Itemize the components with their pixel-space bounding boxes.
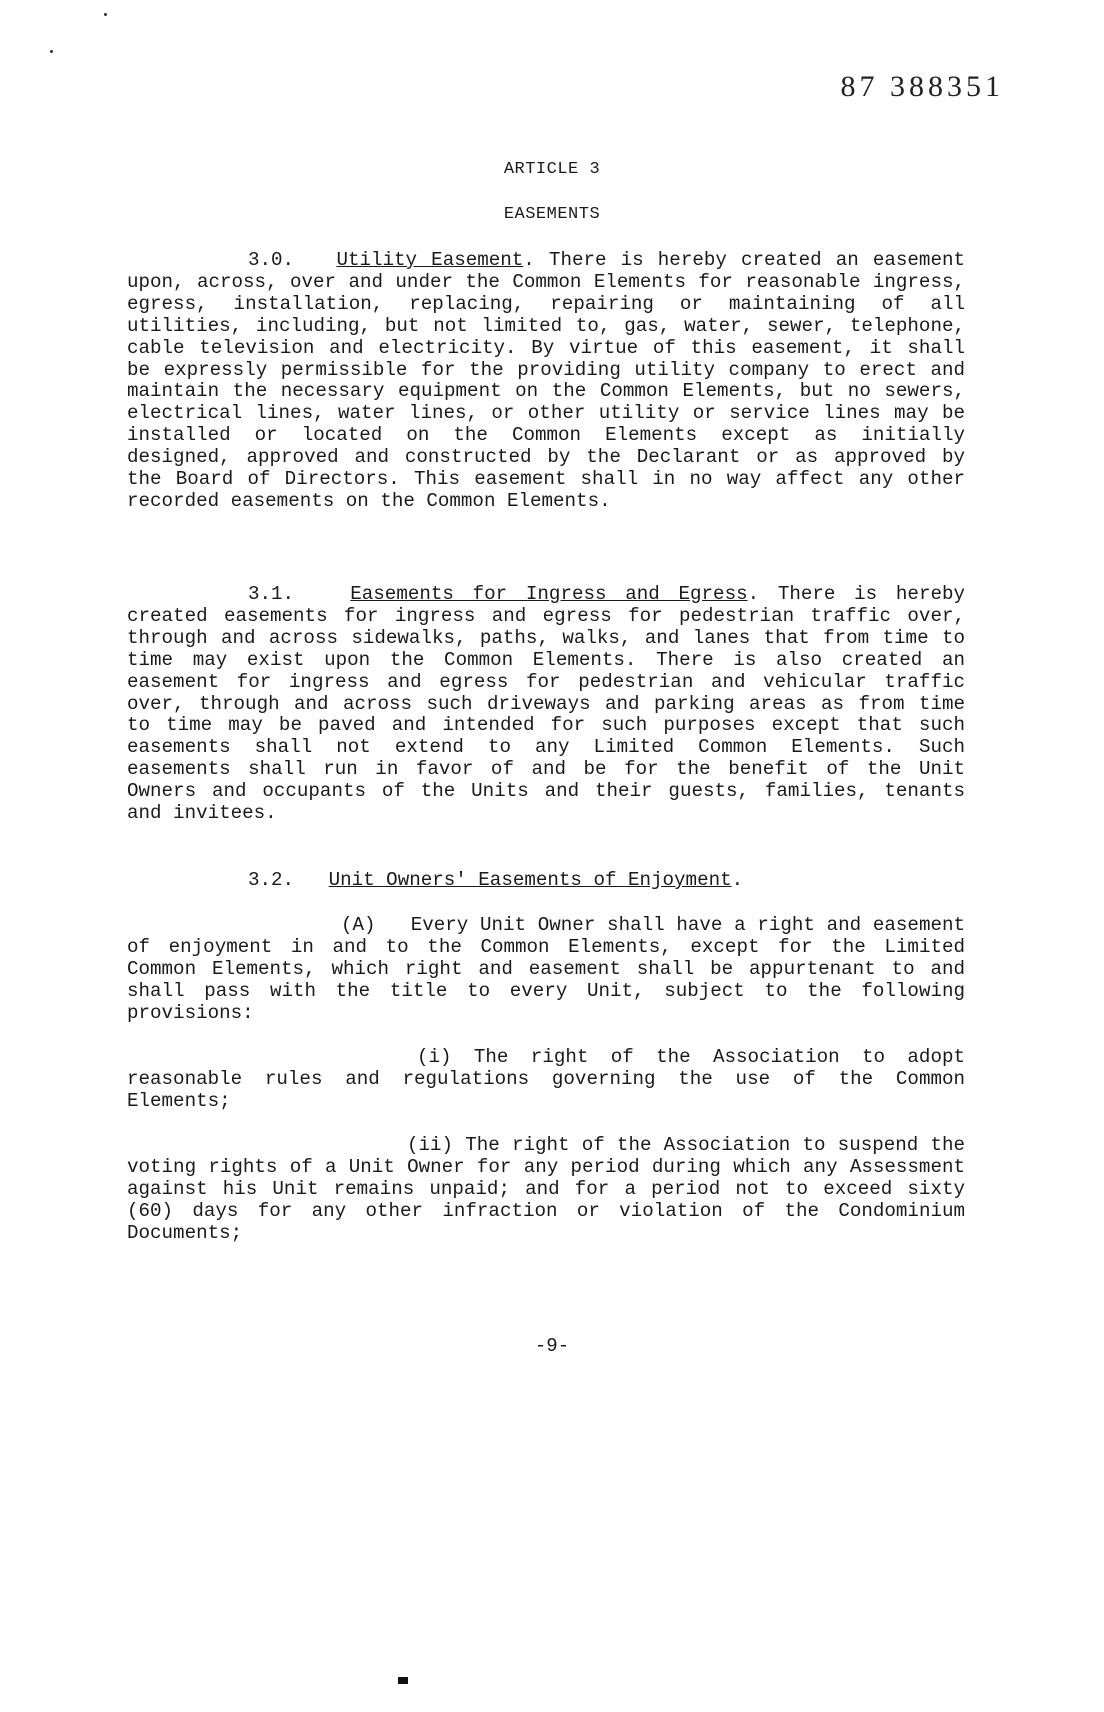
section-3-0 (127, 250, 965, 513)
section-number: 3.1. (248, 583, 295, 605)
subsection-label: (ii) (407, 1134, 454, 1156)
section-heading-end: . (731, 869, 744, 891)
subsection-body: Every Unit Owner shall have a right and easement of enjoyment in and to the Common Elements, except for the Limited Common Elements, which right and easement shall be appurtenant to and shall pass with the title to every Unit, subject to the following provisions: (127, 914, 965, 1024)
subsection-i (127, 1047, 965, 1113)
subsection-label: (i) (417, 1046, 452, 1068)
article-subtitle: EASEMENTS (503, 205, 601, 224)
section-number: 3.0. (248, 249, 295, 271)
subsection-ii (127, 1135, 965, 1245)
section-heading: Easements for Ingress and Egress (350, 583, 748, 605)
section-3-1 (127, 584, 965, 825)
document-number: 87 388351 (840, 70, 1004, 103)
section-body: . There is hereby created an easement upon, across, over and under the Common Elements for reasonable ingress, egress, installation, replacing, repairing or maintaining of all utilities, including, but not limited to, gas, water, sewer, telephone, cable television and electricity. By virtue of this easement, it shall be expressly permissible for the providing utility company to erect and maintain the necessary equipment on the Common Elements, but no sewers, electrical lines, water lines, or other utility or service lines may be installed or located on the Common Elements except as initially designed, approved and constructed by the Declarant or as approved by the Board of Directors. This easement shall in no way affect any other recorded easements on the Common Elements. (127, 249, 965, 512)
section-heading: Unit Owners' Easements of Enjoyment (328, 869, 732, 891)
subsection-a (127, 915, 965, 1025)
scan-speck (50, 50, 53, 53)
subsection-body: The right of the Association to suspend the voting rights of a Unit Owner for any period during which any Assessment against his Unit remains unpaid; and for a period not to exceed sixty (60) days for any other infraction or violation of the Condominium Documents; (127, 1134, 966, 1244)
section-3-2 (248, 870, 968, 892)
scan-speck (104, 13, 107, 16)
section-heading: Utility Easement (336, 249, 524, 271)
subsection-label: (A) (341, 914, 376, 936)
scan-mark (398, 1677, 408, 1684)
section-number: 3.2. (248, 869, 295, 891)
section-body: . There is hereby created easements for ingress and egress for pedestrian traffic over, through and across sidewalks, paths, walks, and lanes that from time to time may exist upon the Common Elements. There is also created an easement for ingress and egress for pedestrian and vehicular traffic over, through and across such driveways and parking areas as from time to time may be paved and intended for such purposes except that such easements shall not extend to any Limited Common Elements. Such easements shall run in favor of and be for the benefit of the Unit Owners and occupants of the Units and their guests, families, tenants and invitees. (127, 583, 966, 825)
article-title: ARTICLE 3 (503, 160, 601, 179)
page-number: -9- (534, 1335, 570, 1357)
subsection-body: The right of the Association to adopt reasonable rules and regulations governing the use of the Common Elements; (127, 1046, 965, 1112)
